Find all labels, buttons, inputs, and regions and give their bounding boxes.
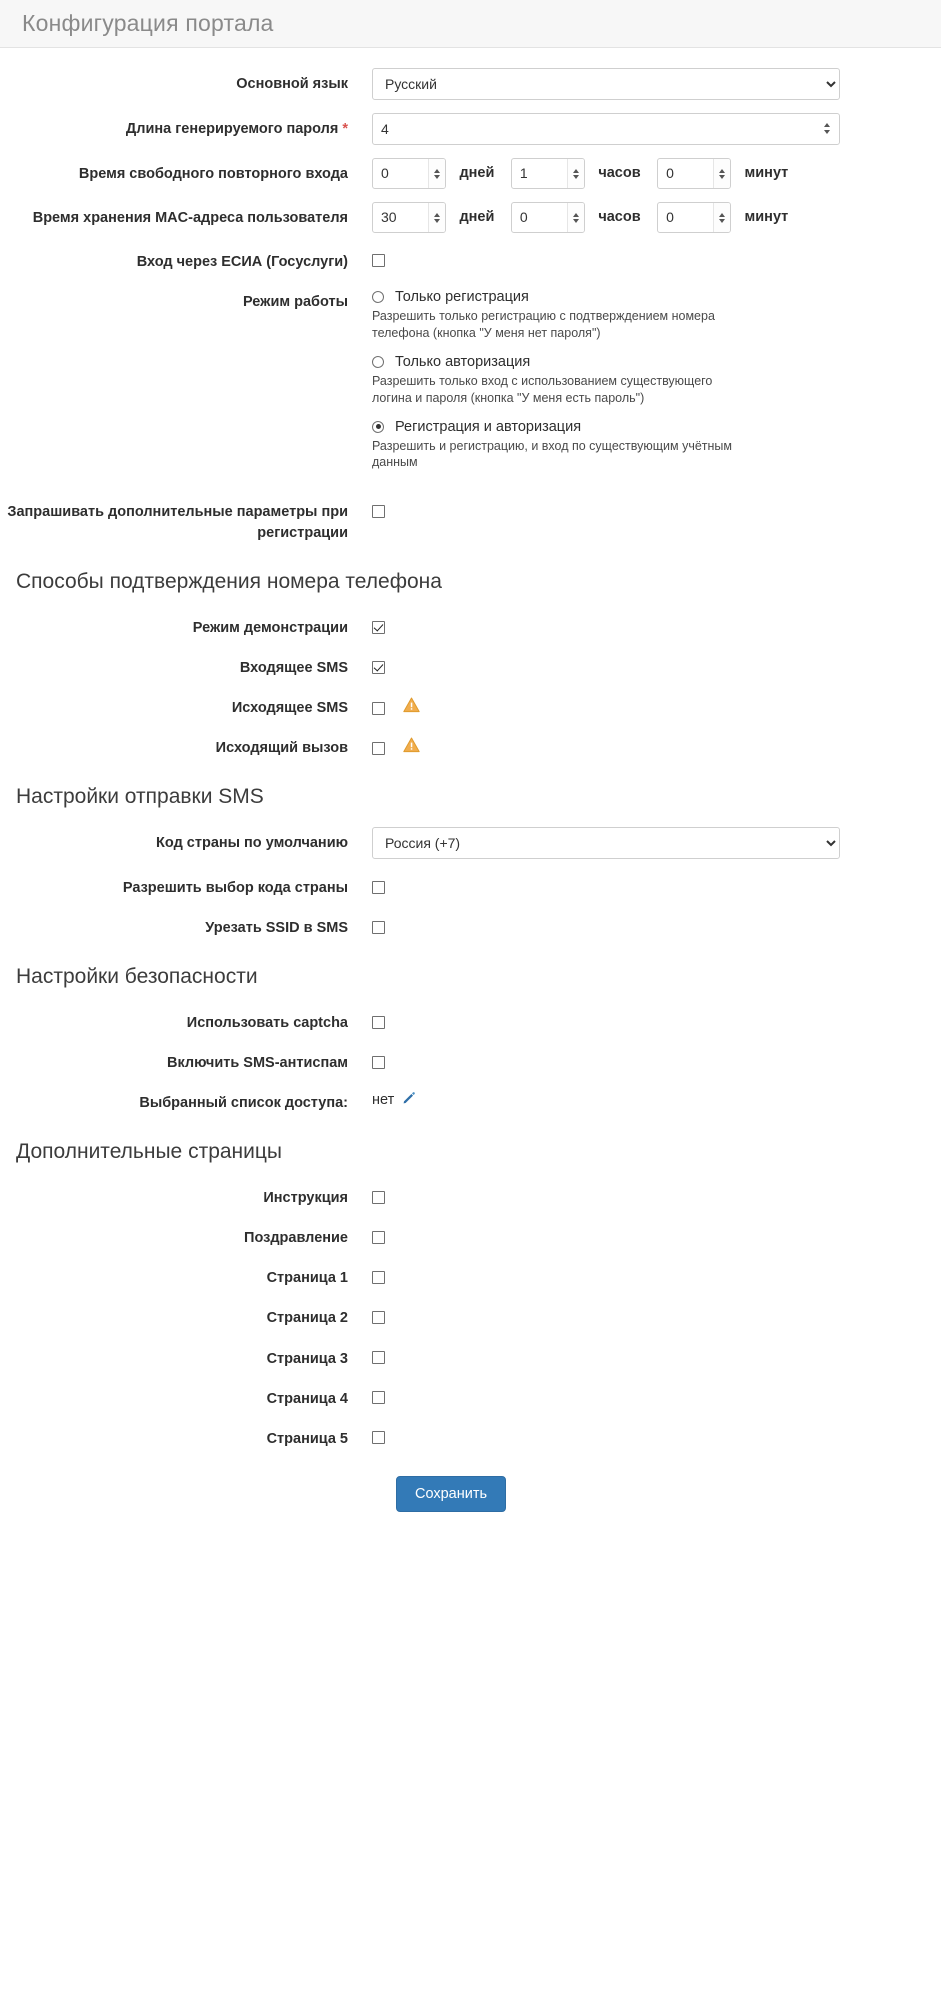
demo-mode-checkbox[interactable]	[372, 621, 385, 634]
work-mode-radio-group	[372, 286, 921, 471]
label-trim-ssid: Урезать SSID в SMS	[205, 920, 348, 937]
mac-storage-minutes-value: 0	[666, 209, 674, 225]
label-page-instruction: Инструкция	[263, 1190, 348, 1207]
main-language-select[interactable]	[372, 68, 840, 100]
radio-desc-authorization-only: Разрешить только вход с использованием существующего логина и пароля (кнопка "У меня есть пароль")	[372, 373, 713, 405]
label-page-congratulation: Поздравление	[244, 1230, 348, 1247]
row-esia-login	[0, 246, 941, 273]
mac-storage-days-value: 30	[381, 209, 397, 225]
page-title: Конфигурация портала	[22, 10, 274, 36]
password-length-stepper[interactable]	[819, 118, 834, 139]
row-outgoing-sms	[0, 692, 941, 719]
row-page-1	[0, 1262, 941, 1289]
stepper-arrows-icon[interactable]	[428, 159, 445, 188]
mac-storage-hours-value: 0	[519, 209, 528, 225]
label-esia-login: Вход через ЕСИА (Госуслуги)	[136, 254, 348, 270]
unit-days: дней	[459, 209, 495, 225]
stepper-arrows-icon[interactable]	[567, 159, 584, 188]
radio-label-authorization-only: Только авторизация	[395, 353, 531, 370]
free-relogin-minutes-value: 0	[666, 165, 674, 181]
stepper-arrows-icon[interactable]	[713, 159, 730, 188]
warning-icon	[403, 737, 420, 758]
label-incoming-sms: Входящее SMS	[239, 660, 348, 677]
label-country-code: Код страны по умолчанию	[156, 835, 348, 852]
unit-days: дней	[459, 165, 495, 181]
label-extra-params: Запрашивать дополнительные параметры при регистрации	[7, 504, 348, 542]
row-main-language	[0, 68, 941, 100]
row-access-list	[0, 1087, 941, 1114]
radio-label-registration-only: Только регистрация	[395, 289, 529, 306]
label-outgoing-call: Исходящий вызов	[215, 740, 348, 757]
row-allow-country-choice	[0, 872, 941, 899]
label-sms-antispam: Включить SMS-антиспам	[166, 1055, 348, 1072]
label-free-relogin: Время свободного повторного входа	[78, 166, 348, 182]
row-work-mode	[0, 286, 941, 483]
work-mode-option-authorization-only[interactable]	[372, 354, 921, 407]
row-demo-mode	[0, 612, 941, 639]
row-mac-storage	[0, 202, 941, 233]
row-page-5	[0, 1423, 941, 1450]
radio-registration-only[interactable]	[372, 291, 384, 303]
label-page-1: Страница 1	[266, 1270, 348, 1287]
trim-ssid-checkbox[interactable]	[372, 921, 385, 934]
label-password-length-text: Длина генерируемого пароля	[125, 121, 339, 137]
section-title-phone-confirmation: Способы подтверждения номера телефона	[16, 570, 442, 594]
esia-login-checkbox[interactable]	[372, 254, 385, 267]
row-page-2	[0, 1302, 941, 1329]
access-list-value-wrap	[372, 1087, 921, 1109]
mac-storage-hours-stepper[interactable]	[511, 202, 585, 233]
radio-desc-registration-only: Разрешить только регистрацию с подтверждением номера телефона (кнопка "У меня нет пароля")	[372, 309, 715, 340]
label-password-length	[0, 113, 372, 140]
radio-registration-and-authorization[interactable]	[372, 421, 384, 433]
incoming-sms-checkbox[interactable]	[372, 661, 385, 674]
unit-hours: часов	[598, 165, 641, 181]
page-header	[0, 0, 941, 48]
page-3-checkbox[interactable]	[372, 1351, 385, 1364]
password-length-input[interactable]	[372, 113, 840, 145]
page-5-checkbox[interactable]	[372, 1431, 385, 1444]
stepper-arrows-icon[interactable]	[428, 203, 445, 232]
label-demo-mode: Режим демонстрации	[192, 620, 348, 637]
page-4-checkbox[interactable]	[372, 1391, 385, 1404]
section-title-security: Настройки безопасности	[16, 965, 258, 989]
form-actions	[0, 1476, 941, 1512]
label-main-language: Основной язык	[236, 76, 348, 92]
label-outgoing-sms: Исходящее SMS	[231, 700, 348, 717]
captcha-checkbox[interactable]	[372, 1016, 385, 1029]
row-extra-params	[0, 496, 941, 544]
configuration-form	[0, 48, 941, 1512]
label-work-mode: Режим работы	[243, 294, 348, 311]
free-relogin-hours-value: 1	[519, 165, 528, 181]
section-title-extra-pages: Дополнительные страницы	[16, 1140, 282, 1164]
radio-desc-registration-and-authorization: Разрешить и регистрацию, и вход по существующим учётным данным	[372, 438, 732, 470]
page-congratulation-checkbox[interactable]	[372, 1231, 385, 1244]
unit-minutes: минут	[744, 165, 789, 181]
unit-hours: часов	[598, 209, 641, 225]
mac-storage-minutes-stepper[interactable]	[657, 202, 731, 233]
outgoing-sms-checkbox[interactable]	[372, 702, 385, 715]
row-trim-ssid	[0, 912, 941, 939]
label-access-list: Выбранный список доступа:	[139, 1095, 348, 1112]
page-2-checkbox[interactable]	[372, 1311, 385, 1324]
password-length-wrap	[372, 113, 840, 145]
row-sms-antispam	[0, 1047, 941, 1074]
section-title-sms-settings: Настройки отправки SMS	[16, 785, 264, 809]
extra-params-checkbox[interactable]	[372, 505, 385, 518]
allow-country-choice-checkbox[interactable]	[372, 881, 385, 894]
required-marker: *	[342, 121, 348, 137]
free-relogin-minutes-stepper[interactable]	[657, 158, 731, 189]
row-page-3	[0, 1343, 941, 1370]
access-list-value: нет	[372, 1092, 395, 1109]
row-outgoing-call	[0, 732, 941, 759]
row-page-congratulation	[0, 1222, 941, 1249]
save-button[interactable]: Сохранить	[396, 1476, 506, 1512]
sms-antispam-checkbox[interactable]	[372, 1056, 385, 1069]
free-relogin-days-stepper[interactable]	[372, 158, 446, 189]
row-captcha	[0, 1007, 941, 1034]
label-page-5: Страница 5	[266, 1430, 348, 1447]
work-mode-option-registration-and-authorization[interactable]	[372, 419, 921, 472]
outgoing-call-checkbox[interactable]	[372, 742, 385, 755]
unit-minutes: минут	[744, 209, 789, 225]
free-relogin-hours-stepper[interactable]	[511, 158, 585, 189]
label-page-4: Страница 4	[266, 1390, 348, 1407]
edit-pencil-icon[interactable]	[402, 1091, 416, 1109]
row-password-length	[0, 113, 941, 145]
row-incoming-sms	[0, 652, 941, 679]
label-mac-storage: Время хранения MAC-адреса пользователя	[32, 210, 348, 226]
stepper-arrows-icon[interactable]	[567, 203, 584, 232]
row-page-4	[0, 1383, 941, 1410]
warning-icon	[403, 697, 420, 718]
stepper-arrows-icon[interactable]	[713, 203, 730, 232]
label-allow-country-choice: Разрешить выбор кода страны	[122, 880, 348, 897]
label-page-3: Страница 3	[266, 1350, 348, 1367]
row-free-relogin	[0, 158, 941, 189]
work-mode-option-registration-only[interactable]	[372, 289, 921, 342]
label-captcha: Использовать captcha	[186, 1015, 348, 1032]
free-relogin-days-value: 0	[381, 165, 389, 181]
radio-authorization-only[interactable]	[372, 356, 384, 368]
row-page-instruction	[0, 1182, 941, 1209]
label-page-2: Страница 2	[266, 1310, 348, 1327]
radio-label-registration-and-authorization: Регистрация и авторизация	[395, 418, 582, 435]
page-instruction-checkbox[interactable]	[372, 1191, 385, 1204]
mac-storage-days-stepper[interactable]	[372, 202, 446, 233]
page-1-checkbox[interactable]	[372, 1271, 385, 1284]
row-country-code	[0, 827, 941, 859]
country-code-select[interactable]	[372, 827, 840, 859]
